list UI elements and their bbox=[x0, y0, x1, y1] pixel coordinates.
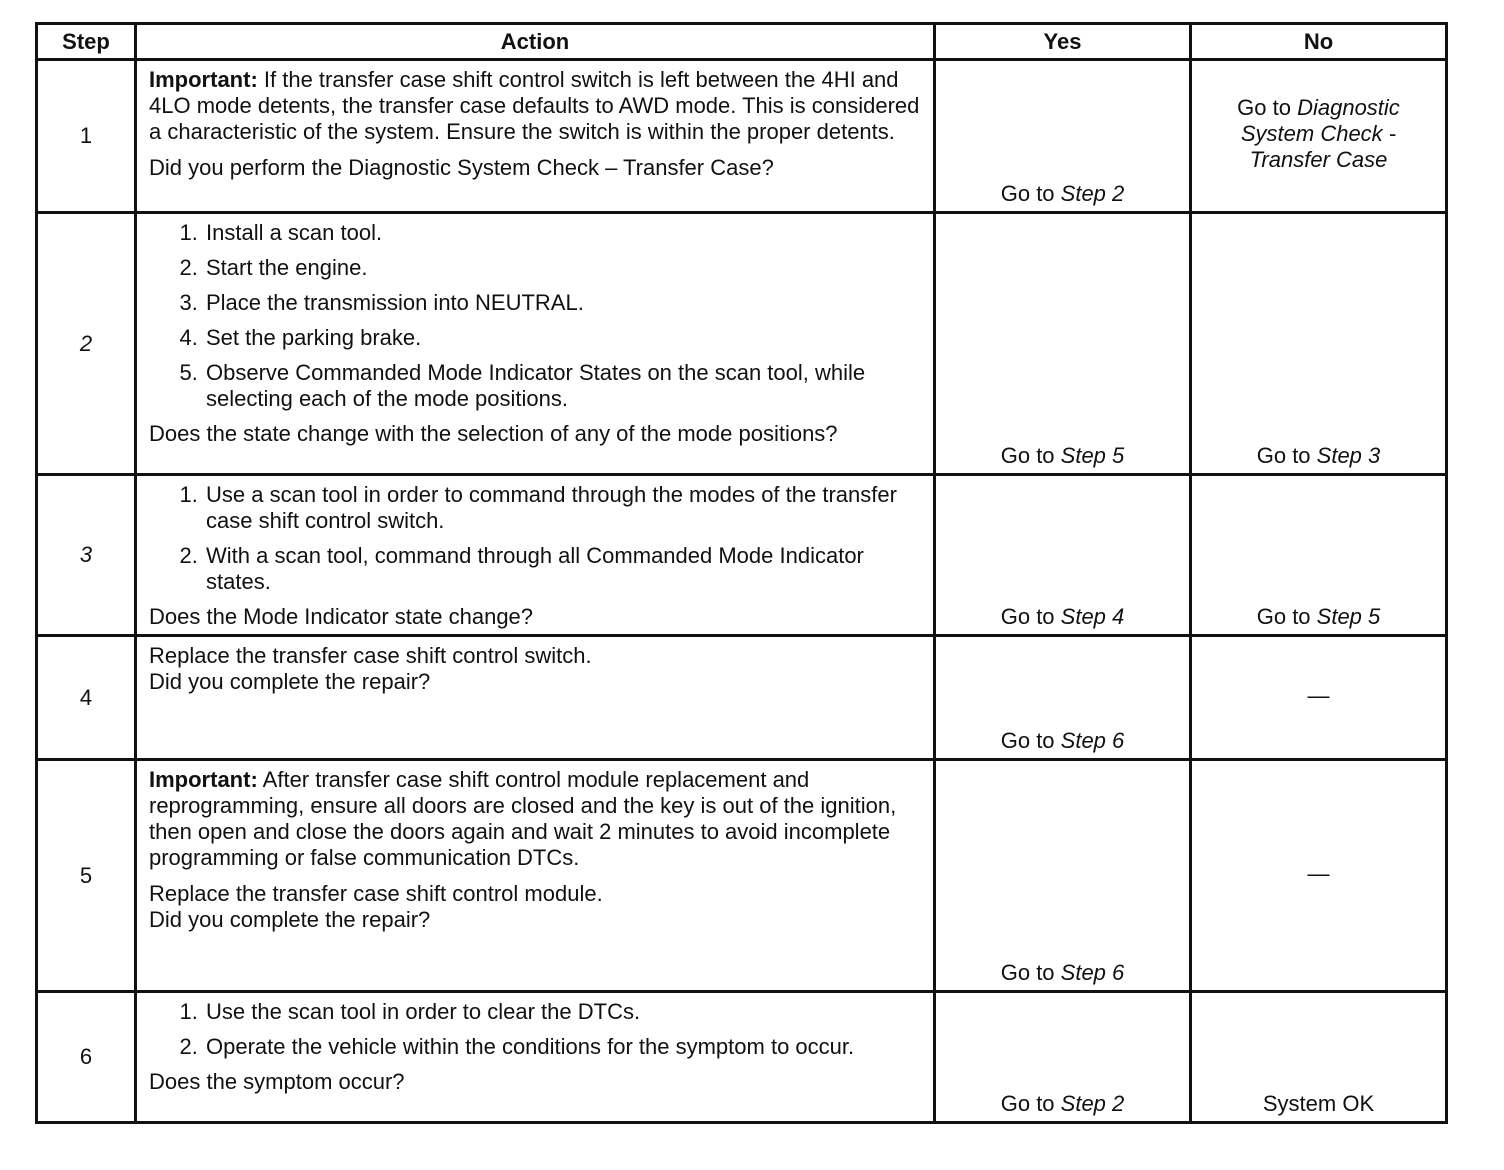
important-label: Important: bbox=[149, 767, 258, 792]
instruction-list bbox=[149, 482, 923, 604]
header-row bbox=[37, 24, 1447, 60]
list-item: 1. Use a scan tool in order to command through the modes of the transfer case shift control switch. bbox=[204, 482, 923, 534]
yes-cell bbox=[935, 992, 1191, 1123]
yes-cell bbox=[935, 760, 1191, 992]
step-number: 5 bbox=[37, 760, 136, 992]
question: Did you complete the repair? bbox=[149, 907, 431, 932]
yes-cell bbox=[935, 636, 1191, 760]
instruction-list bbox=[149, 999, 923, 1069]
no-link-diagnostic-system-check[interactable]: Diagnostic System Check - Transfer Case bbox=[1240, 95, 1400, 172]
list-item: 2. Operate the vehicle within the conditions for the symptom to occur. bbox=[204, 1034, 923, 1060]
question: Does the state change with the selection of any of the mode positions? bbox=[149, 421, 838, 446]
yes-prefix: Go to bbox=[1000, 1091, 1061, 1116]
important-note bbox=[149, 767, 923, 871]
important-label: Important: bbox=[149, 67, 258, 92]
no-cell: — bbox=[1191, 760, 1447, 992]
yes-cell bbox=[935, 213, 1191, 475]
action-text: Replace the transfer case shift control switch. bbox=[149, 643, 592, 668]
no-cell: — bbox=[1191, 636, 1447, 760]
step-number: 3 bbox=[37, 475, 136, 636]
no-prefix: Go to bbox=[1256, 604, 1317, 629]
no-link-step-5[interactable]: Step 5 bbox=[1316, 604, 1381, 629]
action-cell bbox=[136, 475, 935, 636]
important-text: After transfer case shift control module replacement and reprogramming, ensure all doors are closed and the key is out of the ignition, then open and close the doors again and wait 2 minutes to avoid incomplete programming or false communication DTCs. bbox=[149, 767, 897, 870]
header-no: No bbox=[1191, 24, 1447, 60]
header-action: Action bbox=[136, 24, 935, 60]
no-prefix: Go to bbox=[1256, 443, 1317, 468]
yes-prefix: Go to bbox=[1000, 181, 1061, 206]
yes-prefix: Go to bbox=[1000, 960, 1061, 985]
no-cell bbox=[1191, 60, 1447, 213]
action-text: Replace the transfer case shift control module. bbox=[149, 881, 603, 906]
question: Did you complete the repair? bbox=[149, 669, 431, 694]
yes-link-step-4[interactable]: Step 4 bbox=[1060, 604, 1125, 629]
table-row-step-4 bbox=[37, 636, 1447, 760]
yes-link-step-2[interactable]: Step 2 bbox=[1060, 181, 1125, 206]
no-cell: System OK bbox=[1191, 992, 1447, 1123]
instruction-list bbox=[149, 220, 923, 421]
list-item: 2. Start the engine. bbox=[204, 255, 923, 281]
no-cell bbox=[1191, 475, 1447, 636]
action-cell bbox=[136, 213, 935, 475]
yes-cell bbox=[935, 60, 1191, 213]
table-row-step-3 bbox=[37, 475, 1447, 636]
action-cell bbox=[136, 760, 935, 992]
table-row-step-2 bbox=[37, 213, 1447, 475]
yes-prefix: Go to bbox=[1000, 604, 1061, 629]
question: Does the Mode Indicator state change? bbox=[149, 604, 534, 629]
header-step: Step bbox=[37, 24, 136, 60]
header-yes: Yes bbox=[935, 24, 1191, 60]
action-cell bbox=[136, 60, 935, 213]
list-item: 1. Install a scan tool. bbox=[204, 220, 923, 246]
yes-link-step-2[interactable]: Step 2 bbox=[1060, 1091, 1125, 1116]
table-row-step-1 bbox=[37, 60, 1447, 213]
list-item: 5. Observe Commanded Mode Indicator States on the scan tool, while selecting each of the mode positions. bbox=[204, 360, 923, 412]
yes-link-step-6[interactable]: Step 6 bbox=[1060, 728, 1125, 753]
important-note bbox=[149, 67, 923, 145]
yes-prefix: Go to bbox=[1000, 443, 1061, 468]
table-row-step-5 bbox=[37, 760, 1447, 992]
step-number: 6 bbox=[37, 992, 136, 1123]
no-link-step-3[interactable]: Step 3 bbox=[1316, 443, 1381, 468]
yes-link-step-6[interactable]: Step 6 bbox=[1060, 960, 1125, 985]
question: Does the symptom occur? bbox=[149, 1069, 405, 1094]
yes-link-step-5[interactable]: Step 5 bbox=[1060, 443, 1125, 468]
step-number: 1 bbox=[37, 60, 136, 213]
action-cell bbox=[136, 992, 935, 1123]
list-item: 4. Set the parking brake. bbox=[204, 325, 923, 351]
no-cell bbox=[1191, 213, 1447, 475]
important-text: If the transfer case shift control switch is left between the 4HI and 4LO mode detents, the transfer case defaults to AWD mode. This is considered a characteristic of the system. Ensure the switch is within the proper detents. bbox=[149, 67, 920, 144]
action-cell bbox=[136, 636, 935, 760]
question: Did you perform the Diagnostic System Check – Transfer Case? bbox=[149, 155, 774, 180]
yes-prefix: Go to bbox=[1000, 728, 1061, 753]
yes-cell bbox=[935, 475, 1191, 636]
list-item: 2. With a scan tool, command through all Commanded Mode Indicator states. bbox=[204, 543, 923, 595]
step-number: 4 bbox=[37, 636, 136, 760]
diagnostic-table bbox=[35, 22, 1448, 1124]
list-item: 3. Place the transmission into NEUTRAL. bbox=[204, 290, 923, 316]
step-number: 2 bbox=[37, 213, 136, 475]
no-prefix: Go to bbox=[1237, 95, 1298, 120]
table-row-step-6 bbox=[37, 992, 1447, 1123]
list-item: 1. Use the scan tool in order to clear the DTCs. bbox=[204, 999, 923, 1025]
